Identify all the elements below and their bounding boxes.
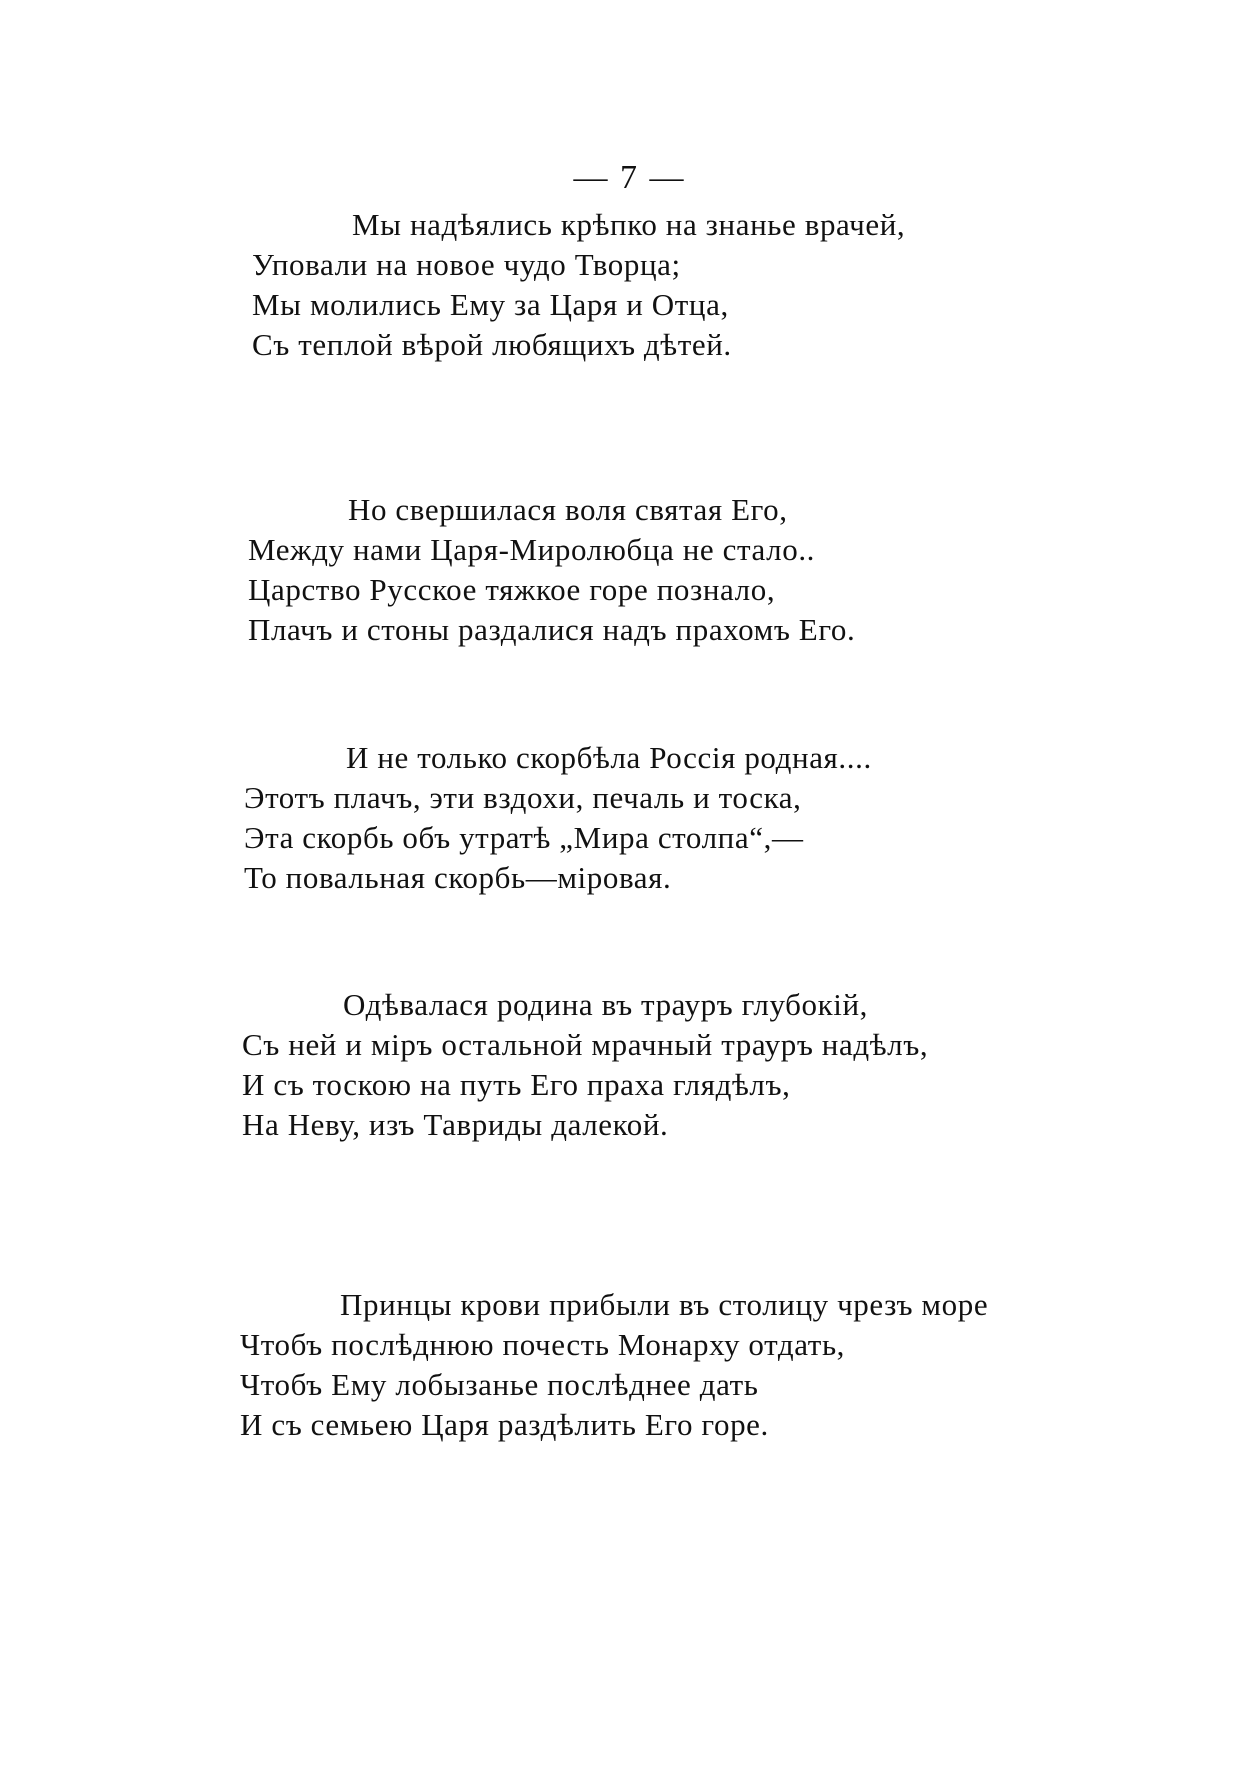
verse-line: Чтобъ Ему лобызанье послѣднее дать (240, 1367, 759, 1402)
verse-line: Съ ней и міръ остальной мрачный трауръ надѣлъ, (242, 1027, 929, 1062)
verse-line: Принцы крови прибыли въ столицу чрезъ море (340, 1287, 989, 1322)
page-number: — 7 — (573, 159, 686, 196)
verse-line: Но свершилася воля святая Его, (348, 492, 788, 527)
verse-line: То повальная скорбь—міровая. (244, 860, 672, 895)
verse-line: И съ тоскою на путь Его праха глядѣлъ, (242, 1067, 791, 1102)
verse-line: Одѣвалася родина въ трауръ глубокій, (343, 987, 869, 1022)
verse-line: Эта скорбь объ утратѣ „Мира столпа“,— (244, 820, 804, 855)
verse-line: Царство Русское тяжкое горе познало, (248, 572, 776, 607)
verse-line: Этотъ плачъ, эти вздохи, печаль и тоска, (244, 780, 802, 815)
verse-line: Между нами Царя-Миролюбца не стало.. (248, 532, 816, 567)
verse-line: Съ теплой вѣрой любящихъ дѣтей. (252, 327, 732, 362)
verse-line: Чтобъ послѣднюю почесть Монарху отдать, (240, 1327, 846, 1362)
verse-line: И не только скорбѣла Россія родная.... (346, 740, 872, 775)
verse-line: Мы молились Ему за Царя и Отца, (252, 287, 729, 322)
verse-line: И съ семьею Царя раздѣлить Его горе. (240, 1407, 769, 1442)
verse-line: На Неву, изъ Тавриды далекой. (242, 1107, 669, 1142)
verse-line: Мы надѣялись крѣпко на знанье врачей, (352, 207, 906, 242)
verse-line: Уповали на новое чудо Творца; (252, 247, 681, 282)
verse-line: Плачъ и стоны раздалися надъ прахомъ Его. (248, 612, 856, 647)
